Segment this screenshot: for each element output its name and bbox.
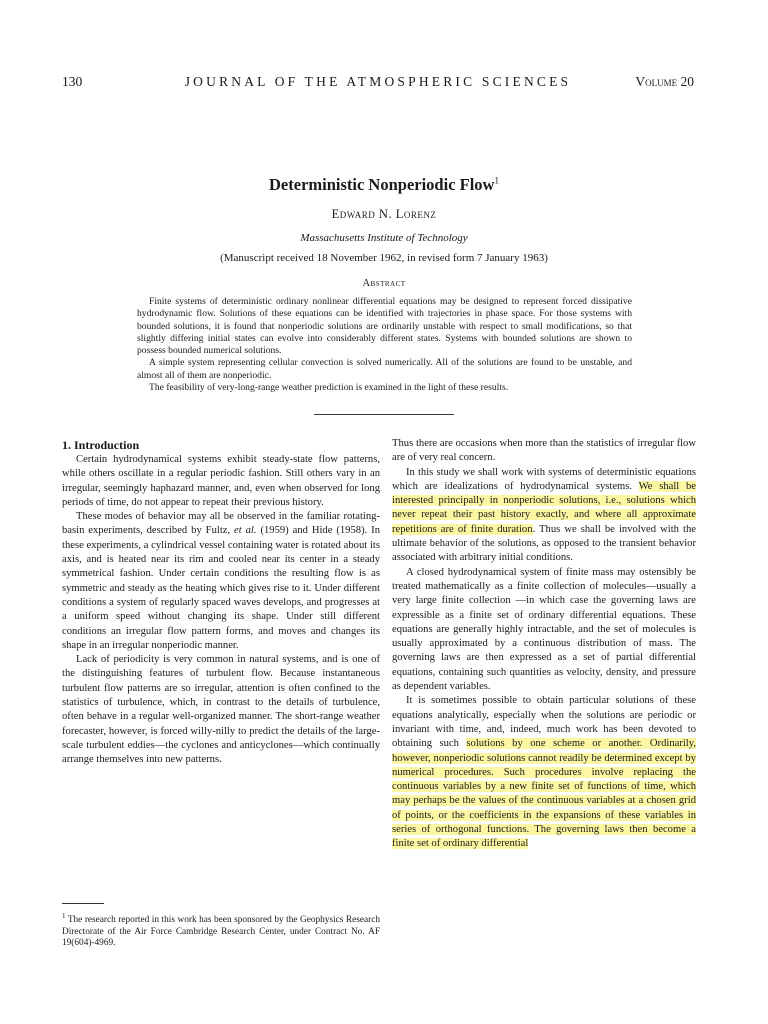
abstract-body <box>137 296 632 394</box>
abstract-paragraph: The feasibility of very-long-range weather prediction is examined in the light of these results. <box>149 382 509 394</box>
body-paragraph <box>392 466 696 566</box>
footnote-text: The research reported in this work has been sponsored by the Geophysics Research Directorate of the Air Force Cambridge Research Center, under Contract No. AF 19(604)-4969. <box>62 915 380 949</box>
text-run: It is sometimes possible to obtain particular solutions of these equations analytically, especially when the solutions are periodic or invariant with time, and, indeed, much work has been devoted to obtaining such <box>392 695 696 750</box>
highlighted-text: We shall be interested principally in nonperiodic solutions, i.e., solutions which never repeat their past history exactly, and where all approximate repetitions are of finite duration <box>392 480 697 535</box>
journal-title: JOURNAL OF THE ATMOSPHERIC SCIENCES <box>184 74 572 89</box>
title-footnote-mark: 1 <box>494 175 499 186</box>
text-run: (1959) and Hide (1958). In these experiments, a cylindrical vessel containing water is rotated about its axis, and is heated near its rim and cooled near its center in a steady symmetrical fashion. Under certain conditions the resulting flow is as symmetric and steady as the heating which gives rise to it. Under different conditions a system of regularly spaced waves develops, and progresses at a uniform speed without changing its shape. Under still different conditions an irregular flow pattern forms, and moves and changes its shape in an irregular nonperiodic manner. <box>62 525 381 651</box>
body-paragraph: Certain hydrodynamical systems exhibit steady-state flow patterns, while others oscillate in a regular periodic fashion. Still others vary in an irregular, seemingly haphazard manner, and, even when observed for long periods of time, do not appear to repeat their previous history. <box>62 454 380 508</box>
body-paragraph: Lack of periodicity is very common in natural systems, and is one of the distinguishing features of turbulent flow. Because instantaneous turbulent flow patterns are so irregular, attention is often confined to the statistics of turbulence, which, in contrast to the details of turbulence, often behave in a regular well-organized manner. The short-range weather forecaster, however, is forced willy-nilly to predict the details of the large-scale turbulent eddies—the cyclones and anticyclones—which continually arrange themselves into new patterns. <box>62 654 380 766</box>
text-run: . Thus we shall be involved with the ultimate behavior of the solutions, as opposed to the transient behavior associated with arbitrary initial conditions. <box>392 523 696 564</box>
body-paragraph: A closed hydrodynamical system of finite mass may ostensibly be treated mathematically as a finite collection of molecules—usually a very large finite collection —in which case the governing laws are expressible as a finite set of ordinary differential equations. These equations are generally highly intractable, and the set of molecules is usually approximated by a continuous distribution of mass. The governing laws are then expressed as a set of partial differential equations, containing such quantities as velocity, density, and pressure as dependent variables. <box>392 566 696 693</box>
body-paragraph: Thus there are occasions when more than the statistics of irregular flow are of very real concern. <box>392 438 696 464</box>
affiliation: Massachusetts Institute of Technology <box>300 232 468 244</box>
abstract-heading: Abstract <box>362 278 406 289</box>
right-column <box>392 437 696 852</box>
left-column <box>62 437 380 768</box>
abstract-paragraph: Finite systems of deterministic ordinary nonlinear differential equations may be designed to represent forced dissipative hydrodynamic flow. Solutions of these equations can be identified with trajectories in phase space. For those systems with bounded solutions, it is found that nonperiodic solutions are ordinarily unstable with respect to small modifications, so that slightly differing initial states can evolve into considerably different states. Systems with bounded solutions are shown to possess bounded numerical solutions. <box>137 296 632 357</box>
text-run: In this study we shall work with systems of deterministic equations which are idealizations of hydrodynamical systems. <box>392 466 696 492</box>
body-paragraph <box>392 694 696 851</box>
footnote-mark: 1 <box>62 912 66 920</box>
footnote <box>62 911 380 950</box>
paper-title <box>0 175 768 195</box>
paper-title-text: Deterministic Nonperiodic Flow <box>269 175 495 194</box>
manuscript-received: (Manuscript received 18 November 1962, in revised form 7 January 1963) <box>220 252 548 264</box>
footnote-divider <box>62 903 104 904</box>
abstract-paragraph: A simple system representing cellular convection is solved numerically. All of the solutions are found to be unstable, and almost all of them are nonperiodic. <box>137 357 632 381</box>
page-number: 130 <box>62 74 83 89</box>
section-heading: 1. Introduction <box>62 438 140 452</box>
author-name: Edward N. Lorenz <box>331 207 437 221</box>
running-header <box>62 74 694 92</box>
body-paragraph <box>62 510 380 653</box>
volume-number: Volume 20 <box>635 74 694 89</box>
abstract-divider <box>314 414 454 415</box>
highlighted-text: solutions by one scheme or another. Ordinarily, however, nonperiodic solutions cannot readily be determined except by numerical procedures. Such procedures involve replacing the continuous variables by a new finite set of functions of time, which may perhaps be the values of the continuous variables at a chosen grid of points, or the coefficients in the expansions of these variables in series of orthogonal functions. The governing laws then become a finite set of ordinary differential <box>392 738 697 850</box>
text-run-italic: et al. <box>234 525 257 537</box>
text-run: These modes of behavior may all be observed in the familiar rotating-basin experiments, described by Fultz, <box>62 511 380 537</box>
